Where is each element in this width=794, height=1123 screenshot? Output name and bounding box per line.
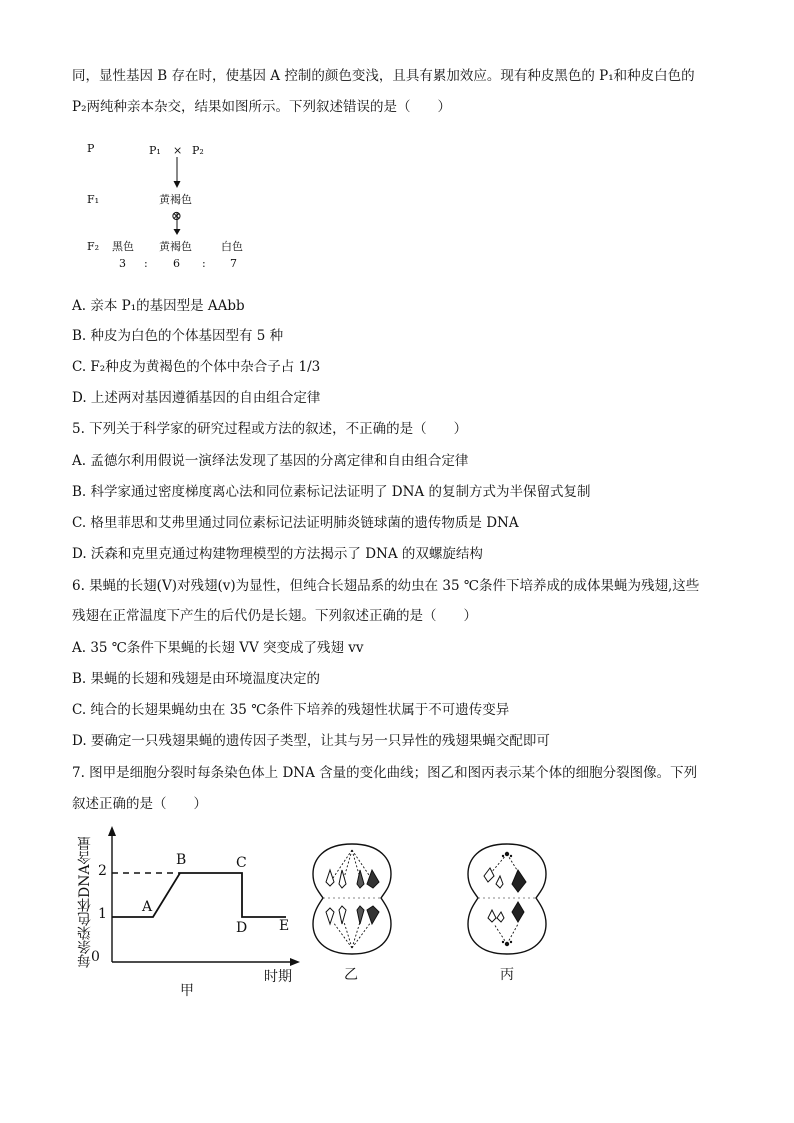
q5-option-b: B. 科学家通过密度梯度离心法和同位素标记法证明了 DNA 的复制方式为半保留式复制 (72, 484, 591, 500)
f2-ratio-white: 7 (230, 257, 237, 270)
f2-ratio-black: 3 (119, 257, 126, 270)
y-tick-1: 1 (98, 906, 107, 922)
dna-content-curve (112, 873, 286, 917)
chromosomes-bottom (488, 902, 524, 922)
cell-membrane (468, 844, 546, 954)
y-tick-0: 0 (91, 949, 100, 965)
q5-option-a: A. 孟德尔利用假说一演绎法发现了基因的分离定律和自由组合定律 (72, 453, 469, 469)
chromosomes-top (326, 870, 379, 888)
centrosome-bottom (502, 941, 512, 946)
f2-phenotype-yellow-brown: 黄褐色 (159, 240, 192, 253)
q5-option-d: D. 沃森和克里克通过构建物理模型的方法揭示了 DNA 的双螺旋结构 (72, 546, 483, 562)
x-axis-label: 时期 (264, 969, 292, 985)
q7-stem-line-2: 叙述正确的是（ ） (72, 796, 207, 812)
q4-option-b: B. 种皮为白色的个体基因型有 5 种 (72, 328, 284, 344)
f2-ratio-yellow-brown: 6 (173, 257, 180, 270)
point-label-a: A (142, 899, 153, 915)
q6-option-a: A. 35 ℃条件下果蝇的长翅 VV 突变成了残翅 vv (72, 640, 364, 656)
f2-generation-label: F₂ (87, 240, 100, 253)
spindle-bottom (494, 924, 518, 944)
point-label-e: E (279, 918, 290, 934)
q7-stem-line-1: 7. 图甲是细胞分裂时每条染色体上 DNA 含量的变化曲线；图乙和图丙表示某个体的细胞分裂图像。下列 (72, 765, 698, 781)
selfing-symbol: ⊗ (171, 209, 182, 224)
f2-phenotype-black: 黑色 (112, 240, 134, 253)
q6-stem-line-2: 残翅在正常温度下产生的后代仍是长翅。下列叙述正确的是（ ） (72, 608, 477, 624)
y-tick-2: 2 (98, 863, 107, 879)
point-label-b: B (176, 852, 187, 868)
parent-p1: P₁ (149, 144, 161, 157)
y-axis-label: 每条染色体DNA含量 (77, 836, 93, 968)
f1-phenotype: 黄褐色 (159, 193, 192, 206)
f1-generation-label: F₁ (87, 193, 100, 206)
chromosomes-top (484, 868, 526, 892)
q4-option-d: D. 上述两对基因遵循基因的自由组合定律 (72, 390, 321, 406)
ratio-colon: : (144, 257, 148, 270)
q6-option-d: D. 要确定一只残翅果蝇的遗传因子类型，让其与另一只异性的残翅果蝇交配即可 (72, 733, 550, 749)
q6-option-c: C. 纯合的长翅果蝇幼虫在 35 ℃条件下培养的残翅性状属于不可遗传变异 (72, 702, 510, 718)
spindle-top (333, 850, 371, 878)
point-label-c: C (236, 855, 247, 871)
ratio-colon: : (202, 257, 206, 270)
cell-yi-illustration (311, 840, 393, 958)
q5-stem: 5. 下列关于科学家的研究过程或方法的叙述，不正确的是（ ） (72, 421, 468, 437)
cross-symbol: × (173, 144, 183, 157)
spindle-bottom (333, 922, 371, 948)
cell-membrane (313, 844, 391, 954)
chart-axes (108, 826, 300, 966)
q4-stem-line-1: 同，显性基因 B 存在时，使基因 A 控制的颜色变浅，且具有累加效应。现有种皮黑色的 P₁和种皮白色的 (72, 68, 695, 84)
chromosomes-bottom (326, 906, 379, 924)
point-label-d: D (236, 920, 248, 936)
q6-option-b: B. 果蝇的长翅和残翅是由环境温度决定的 (72, 671, 321, 687)
f2-phenotype-white: 白色 (221, 240, 243, 253)
q4-option-a: A. 亲本 P₁的基因型是 AAbb (72, 298, 245, 314)
q6-stem-line-1: 6. 果蝇的长翅(V)对残翅(v)为显性，但纯合长翅品系的幼虫在 35 ℃条件下培养成的成体果蝇为残翅,这些 (72, 578, 700, 594)
cell-bing-illustration (466, 840, 548, 958)
dna-content-line-chart (100, 826, 310, 976)
caption-bing: 丙 (500, 967, 514, 983)
q5-option-c: C. 格里菲思和艾弗里通过同位素标记法证明肺炎链球菌的遗传物质是 DNA (72, 515, 519, 531)
p-generation-label: P (87, 142, 95, 155)
q4-stem-line-2: P₂两纯种亲本杂交，结果如图所示。下列叙述错误的是（ ） (72, 99, 451, 115)
q4-option-c: C. F₂种皮为黄褐色的个体中杂合子占 1/3 (72, 359, 321, 375)
parent-p2: P₂ (192, 144, 204, 157)
caption-jia: 甲 (180, 983, 194, 999)
caption-yi: 乙 (344, 967, 358, 983)
